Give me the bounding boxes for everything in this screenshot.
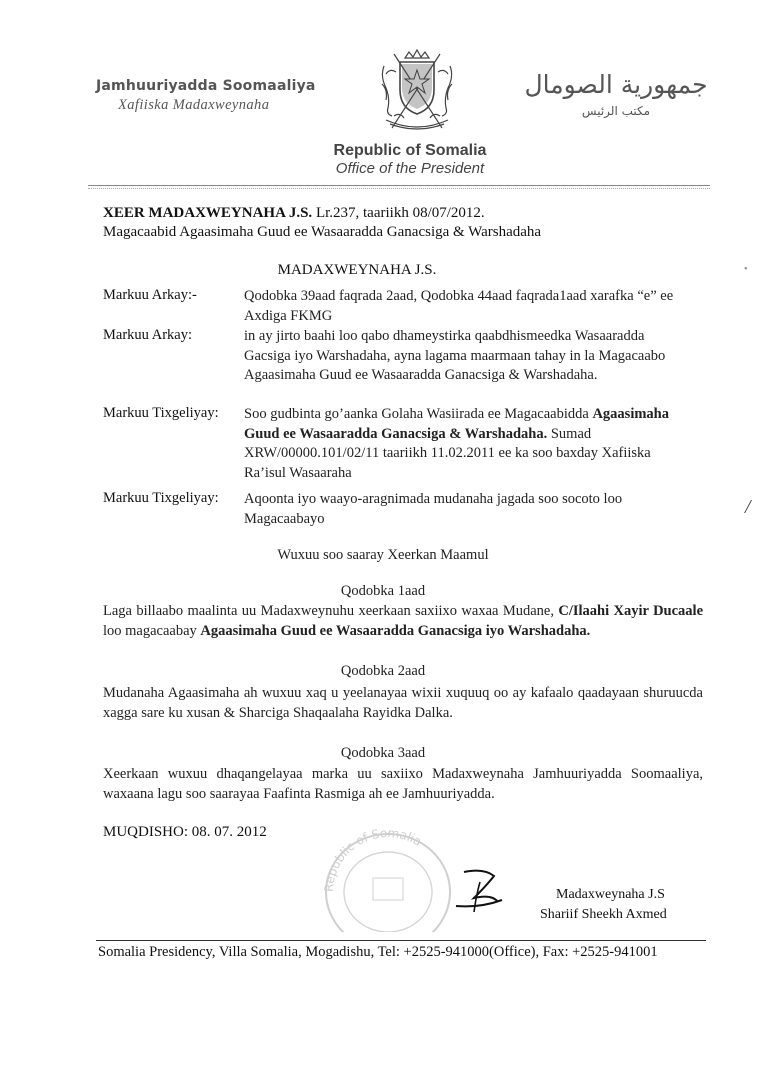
appointed-position: Agaasimaha Guud ee Wasaaradda Ganacsiga iyo Warshadaha. [200, 622, 591, 639]
signatory-title: Madaxweynaha J.S [556, 887, 665, 902]
issued-line: Wuxuu soo saaray Xeerkan Maamul [277, 547, 489, 563]
scan-mark: / [745, 496, 751, 518]
header-divider-dotted [88, 188, 710, 189]
consideration-label: Markuu Tixgeliyay: [103, 490, 219, 506]
consideration-label: Markuu Arkay:- [103, 287, 197, 303]
scan-speck: • [744, 264, 748, 275]
consideration-text: Aqoonta iyo waayo-aragnimada mudanaha jagada soo socoto loo Magacaabayo [244, 491, 623, 527]
article-text-mid: loo magacaabay [103, 622, 201, 639]
footer-contact: Somalia Presidency, Villa Somalia, Mogadishu, Tel: +2525-941000(Office), Fax: +2525-941001 [98, 944, 658, 960]
decree-title-bold: XEER MADAXWEYNAHA J.S. [103, 205, 313, 221]
somalia-coat-of-arms-icon [372, 44, 462, 139]
consideration-text-pre: Soo gudbinta go’aanka Golaha Wasiirada ee Magacaabidda [244, 406, 589, 422]
article-text-pre: Laga billaabo maalinta uu Madaxweynuhu xeerkaan saxiixo waxaa Mudane, [103, 603, 559, 619]
letterhead-english-office: Office of the President [335, 160, 485, 177]
letterhead-arabic-name: جمهورية الصومال [524, 70, 708, 99]
consideration-text-bold: Agaasimaha Guud ee Wasaaradda Ganacsiga & Warshadaha. [244, 406, 669, 442]
president-signature [450, 862, 510, 927]
consideration-label: Markuu Tixgeliyay: [103, 405, 219, 421]
consideration-text-post: Sumad XRW/00000.101/02/11 taariikh 11.02.2011 ee ka soo baxday Xafiiska Ra’isul Wasaaraha [244, 425, 651, 481]
article-text: Mudanaha Agaasimaha ah wuxuu xaq u yeelanayaa wixii xuquuq oo ay kafaalo qaadayaan shuruucda xagga sare ku xusan & Sharciga Shaqaalaha Rayidka Dalka. [103, 685, 703, 721]
letterhead-somali-office: Xafiiska Madaxweynaha [118, 97, 270, 113]
consideration-text: Qodobka 39aad faqrada 2aad, Qodobka 44aad faqrada1aad xarafka “e” ee Axdiga FKMG [244, 288, 674, 324]
article-heading: Qodobka 1aad [340, 583, 426, 599]
office-seal-stamp [313, 822, 463, 937]
place-date [103, 824, 267, 841]
consideration-text [244, 405, 684, 483]
decree-title [103, 205, 485, 222]
decree-issuer: MADAXWEYNAHA J.S. [277, 262, 437, 278]
letterhead-somali-name: Jamhuuriyadda Soomaaliya [96, 78, 316, 94]
article-heading: Qodobka 2aad [340, 663, 426, 679]
date-value: 08. 07. 2012 [191, 824, 267, 840]
footer-divider [96, 940, 706, 941]
decree-subject: Magacaabid Agaasimaha Guud ee Wasaaradda Ganacsiga & Warshadaha [103, 224, 542, 240]
place-label: MUQDISHO: [103, 824, 189, 840]
article-text [103, 602, 703, 641]
decree-title-number-date: Lr.237, taariikh 08/07/2012. [315, 205, 485, 221]
header-divider [88, 185, 710, 186]
consideration-label: Markuu Arkay: [103, 327, 192, 343]
letterhead-english-name: Republic of Somalia [333, 142, 487, 159]
letterhead-arabic-office: مكتب الرئيس [581, 104, 651, 118]
article-heading: Qodobka 3aad [340, 745, 426, 761]
signatory-name: Shariif Sheekh Axmed [540, 907, 667, 922]
article-text: Xeerkaan wuxuu dhaqangelayaa marka uu saxiixo Madaxweynaha Jamhuuriyadda Soomaaliya, waxaana lagu soo saarayaa Faafinta Rasmiga ah ee Jamhuuriyadda. [103, 766, 703, 802]
consideration-text: in ay jirto baahi loo qabo dhameystirka qaabdhismeedka Wasaaradda Gacsiga iyo Warshadaha, ayna lagama maarmaan tahay in la Magacaabo Agaasimaha Guud ee Wasaaradda Ganacsiga & Warshadaha. [244, 328, 666, 384]
svg-text:Republic of Somalia: Republic of Somalia [321, 825, 425, 893]
appointee-name: C/Ilaahi Xayir Ducaale [558, 603, 704, 619]
